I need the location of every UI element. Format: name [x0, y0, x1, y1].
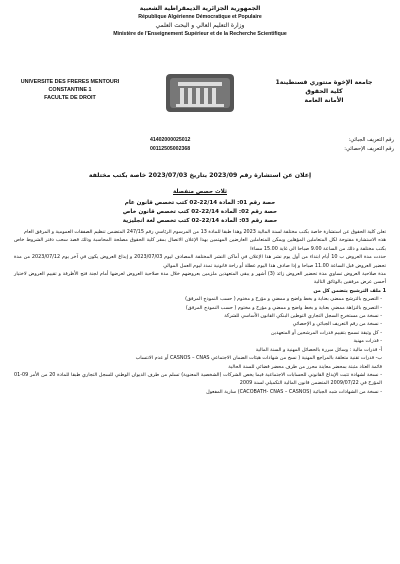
lot-item: حصة رقم 02: المادة 22/14-02 كتب تخصص قانون خاص — [122, 209, 278, 215]
university-ar-line2: كلية الحقوق — [305, 88, 343, 95]
doc-item: - التصريح بالنزاهة ممضي بعناية و بخط واضح و ممضي و مؤرخ و مختوم ( حسب النموذج المرفق) — [185, 304, 382, 311]
university-fr-line2: CONSTANTINE 1 — [48, 87, 92, 93]
doc-item: ب- قدرات تقنية متعلقة بالمراجع المهنية ( نسخ من شهادات هيئات الضمان الاجتماعي CASNOS – CNAS أو عدم الانتساب — [135, 355, 382, 362]
university-name-ar — [254, 78, 394, 105]
university-name-fr — [6, 78, 134, 102]
body-paragraph: تعلن كلية الحقوق عن استشارة خاصة بكتب مختلفة لسنة المالية 2023 وهذا طبقا للمادة 13 من المرسوم الرئاسي رقم 247/15 المتضمن تنظيم الصفقات العمومية و المرفق العام — [24, 229, 386, 235]
doc-item: - نسخة من مستخرج السجل التجاري التوطين البنكي القانون الأساسي للشركة — [224, 313, 382, 320]
document-header — [0, 4, 400, 38]
doc-item: - نسخة من رقم التعريف الجبائي و الإحصائي — [292, 321, 382, 328]
university-fr-line3: FACULTE DE DROIT — [44, 95, 96, 101]
republic-ar: الجمهورية الجزائرية الديمقراطية الشعبية — [139, 5, 261, 12]
university-ar-line3: الأمانة العامة — [304, 97, 344, 104]
body-paragraph: هذه الاستشارة مفتوحة لكل المتعاملين المؤهلين ويمكن للمتعاملين العارضين المهتمين بهذا الإعلان الاتصال بمقر كلية الحقوق مصلحة المحاسبة وذلك قصد سحب دفتر الشروط خاص بكتب مختلفة و ذلك من الساعة 9.00 صباحا الى غاية 15.00 مساءا — [14, 237, 386, 252]
stat-id-label: رقم التعريف الإحصائي: — [344, 146, 394, 152]
lots-section — [10, 188, 390, 226]
lot-item: حصة رقم 03: المادة 22/14-02 كتب تخصص لغة انجليزية — [122, 218, 278, 224]
doc-item: قائمة العتاد مثبتة بمحضر معاينة محرر من طرف محضر قضائي للسنة الحالية — [228, 363, 382, 370]
doc-item: - كل وثيقة تسمح بتقييم قدرات المرشحين أو المتعهدين — [271, 329, 382, 336]
identifier-values — [150, 136, 220, 154]
fiscal-id-value: 41402000025012 — [150, 137, 191, 143]
fiscal-id-label: رقم التعريف الجبائي: — [348, 137, 394, 143]
announcement-title: إعلان عن استشارة رقم 2023/09 بتاريخ 2023/07/03 خاصة بكتب مختلفة — [88, 172, 312, 179]
university-logo — [160, 72, 240, 114]
ministry-fr: Ministère de l'Enseignement Supérieur et de la Recherche Scientifique — [113, 31, 287, 37]
doc-item: - نسخة من الشهادات شبه الجبائية (CACOBATH- CNAS – CASNOS) سارية المفعول — [206, 388, 382, 395]
lot-item: حصة رقم 01: المادة 22/14-02 كتب تخصص قانون عام — [124, 200, 276, 206]
republic-fr: République Algérienne Démocratique et Populaire — [138, 14, 262, 20]
lots-header: ثلاث حصص منفصلة — [173, 189, 227, 195]
doc-item: - التصريح بالترشح ممضى بعناية و بخط واضح و ممضي و مؤرخ و مختوم ( حسب النموذج المرفق) — [185, 296, 382, 303]
doc-item: أ- قدرات مالية : وسائل مبررة بالحصائل المهنية و السنة المالية — [255, 346, 382, 353]
body-paragraph: حددت مدة العروض ب 10 أيام ابتداء من أول يوم نشر هذا الإعلان في أماكن النشر المختلفة المصادف ليوم 2023/07/03 و إيداع العروض يكون في آخر يوم 2023/07/12 من مدة تحضير العروض قبل الساعة 11.00 صباحا و إذا صادف هذا اليوم عطلة أو راحة قانونية تمدد ليوم العمل الموالي — [14, 254, 387, 269]
identifier-labels — [234, 136, 394, 154]
stat-id-value: 00112505002368 — [150, 146, 191, 152]
body-paragraph: مدة صلاحية العروض تساوي مدة تحضير العروض زائد (3) أشهر و يبقى المتعهدين ملزمين بعروضهم خلال مدة صلاحية العروض لعرضها أمام لجنة فتح الأظرفة و تقييم العروض لاختيار أحسن عرض مرفقين بالوثائق التالية — [14, 271, 386, 286]
ministry-ar: وزارة التعليم العالي و البحث العلمي — [155, 22, 245, 29]
university-fr-line1: UNIVERSITE DES FRERES MENTOURI — [20, 79, 120, 85]
doc-item: - قدرات مهنية — [353, 338, 382, 345]
university-ar-line1: جامعة الإخوة منتوري قسنطينة1 — [275, 79, 373, 86]
announcement-body — [14, 228, 386, 396]
doc-item: - نسخة لشهادة تثبت الإيداع القانوني للحسابات الاجتماعية فيما يخص الشركات (الشخصية المعنوية) تسلم من طرف الديوان الوطني للسجل التجاري طبقا للمادة 20 من الأمر 09-01 المؤرخ في 2009/07/22 المتضمن قانون المالية التكميلي لسنة 2009 — [14, 371, 382, 387]
required-docs-heading: 1 ملف الترشيح يتضمن كل من — [313, 287, 386, 294]
